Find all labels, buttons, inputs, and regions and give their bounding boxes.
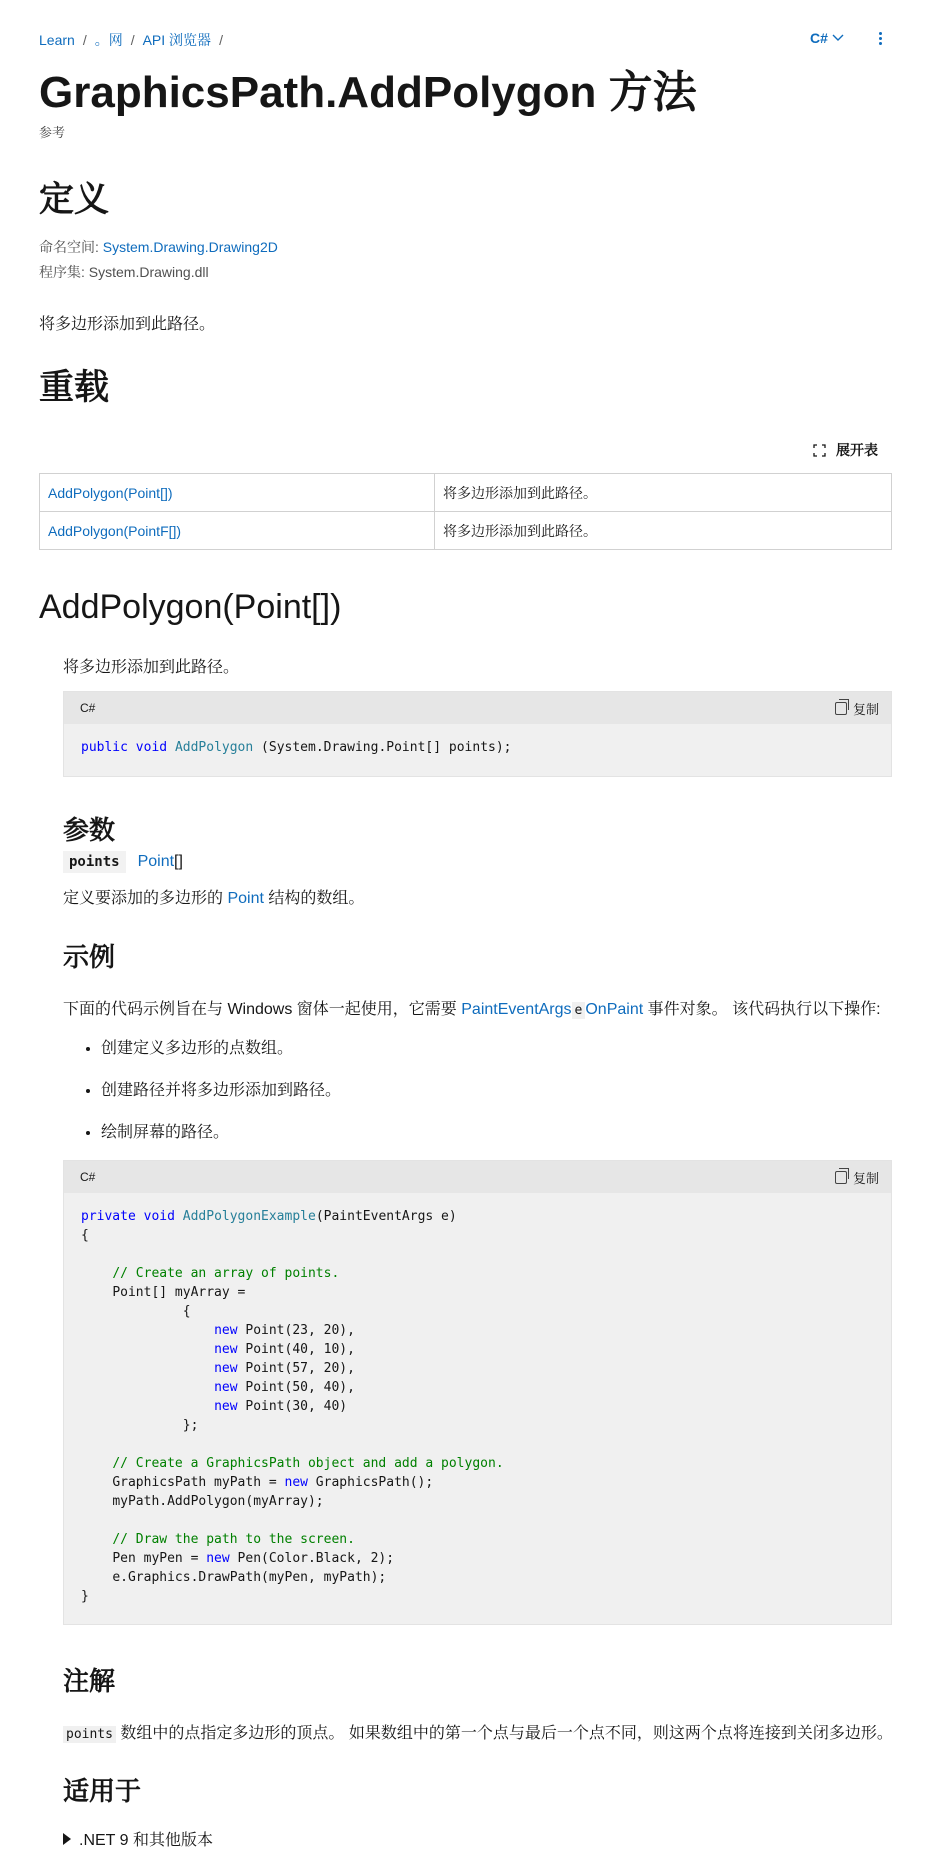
copy-icon [835, 1171, 847, 1184]
breadcrumb-learn[interactable]: Learn [39, 32, 75, 48]
table-row [40, 474, 892, 512]
breadcrumb-net[interactable]: 。网 [94, 32, 123, 48]
parameter-name: points [63, 851, 126, 873]
inline-code: e [572, 1002, 586, 1019]
page-subtitle: 参考 [39, 125, 66, 140]
code-text: Pen myPen = [112, 1551, 207, 1566]
code-keyword: new [206, 1551, 230, 1566]
definition-heading: 定义 [39, 180, 110, 219]
page-title: GraphicsPath.AddPolygon 方法 [39, 68, 697, 117]
table-cell: 将多边形添加到此路径。 [435, 512, 892, 550]
remarks-text [63, 1720, 913, 1743]
table-cell: 将多边形添加到此路径。 [435, 474, 892, 512]
assembly-label: 程序集: [39, 264, 85, 280]
copy-label: 复制 [852, 1170, 879, 1186]
code-keyword: new [214, 1361, 238, 1376]
parameters-heading: 参数 [63, 815, 116, 845]
assembly-row [39, 262, 209, 282]
example-intro [63, 996, 881, 1019]
code-keyword: void [135, 740, 168, 755]
code-language: C# [80, 701, 96, 715]
breadcrumb-api-browser[interactable]: API 浏览器 [142, 32, 212, 48]
namespace-label: 命名空间: [39, 239, 99, 255]
code-header [64, 692, 891, 724]
code-keyword: new [284, 1475, 308, 1490]
overload-link[interactable]: AddPolygon(PointF[]) [48, 522, 182, 539]
breadcrumb [39, 30, 223, 50]
code-keyword: new [214, 1380, 238, 1395]
code-keyword: new [214, 1323, 238, 1338]
example-code [64, 1193, 891, 1620]
expand-table-button[interactable] [813, 440, 878, 460]
code-text: Point(40, 10), [237, 1342, 355, 1357]
code-function: AddPolygon [174, 740, 254, 755]
code-text: myPath.AddPolygon(myArray); [112, 1494, 324, 1509]
parameter-type-link[interactable]: Point [137, 853, 175, 870]
code-keyword: public [81, 740, 128, 755]
code-text: Point[] myArray = [112, 1285, 246, 1300]
text: 下面的代码示例旨在与 Windows 窗体一起使用，它需要 [63, 1001, 462, 1018]
overload-link[interactable]: AddPolygon(Point[]) [48, 484, 173, 501]
example-steps-list [63, 1039, 341, 1165]
parameter-description [63, 885, 364, 908]
overload-summary: 将多边形添加到此路径。 [63, 659, 240, 676]
overloads-table [39, 473, 892, 550]
text: 数组中的点指定多边形的顶点。 如果数组中的第一个点与最后一个点不同，则这两个点将连接到关闭多边形。 [115, 1725, 893, 1742]
parameter-type-suffix: [] [174, 853, 183, 870]
more-options-icon[interactable] [872, 28, 888, 48]
example-heading: 示例 [63, 942, 116, 972]
versions-label: .NET 9 和其他版本 [79, 1832, 213, 1849]
code-text: Point(50, 40), [237, 1380, 355, 1395]
namespace-link[interactable]: System.Drawing.Drawing2D [102, 239, 278, 255]
list-item: • 创建路径并将多边形添加到路径。 [101, 1081, 341, 1123]
versions-disclosure[interactable] [63, 1827, 213, 1850]
namespace-row [39, 237, 278, 257]
code-text: e.Graphics.DrawPath(myPen, myPath); [112, 1570, 387, 1585]
code-language: C# [80, 1170, 96, 1184]
code-text: { [182, 1304, 191, 1319]
code-header [64, 1161, 891, 1193]
code-text: Point(57, 20), [237, 1361, 355, 1376]
assembly-value: System.Drawing.dll [88, 264, 209, 280]
code-text: (PaintEventArgs e) [315, 1209, 457, 1224]
code-keyword: new [214, 1399, 238, 1414]
breadcrumb-separator: / [82, 32, 87, 48]
parameter-row [63, 851, 183, 873]
text: 结构的数组。 [263, 890, 365, 907]
code-text: }; [182, 1418, 199, 1433]
signature-codeblock [63, 691, 892, 777]
code-text: (System.Drawing.Point[] points); [253, 740, 512, 755]
copy-button[interactable] [835, 1168, 879, 1187]
copy-icon [835, 702, 847, 715]
code-function: AddPolygonExample [182, 1209, 316, 1224]
parameter-type [138, 853, 183, 871]
remarks-heading: 注解 [63, 1666, 116, 1696]
overload-section-heading: AddPolygon(Point[]) [39, 588, 342, 626]
copy-label: 复制 [852, 701, 879, 717]
expand-icon [813, 444, 826, 457]
list-item: • 绘制屏幕的路径。 [101, 1123, 341, 1165]
code-comment: // Draw the path to the screen. [112, 1532, 355, 1547]
chevron-down-icon [832, 34, 844, 42]
code-text: Point(23, 20), [237, 1323, 355, 1338]
breadcrumb-separator: / [130, 32, 135, 48]
table-cell [40, 474, 435, 512]
definition-summary: 将多边形添加到此路径。 [39, 316, 216, 333]
onpaint-link[interactable]: OnPaint [585, 1001, 644, 1018]
text: 事件对象。 该代码执行以下操作: [643, 1001, 881, 1018]
list-item: • 创建定义多边形的点数组。 [101, 1039, 341, 1081]
table-row [40, 512, 892, 550]
example-codeblock [63, 1160, 892, 1625]
language-label: C# [810, 30, 828, 46]
code-keyword: new [214, 1342, 238, 1357]
expand-table-label: 展开表 [836, 442, 878, 458]
point-link[interactable]: Point [227, 890, 264, 907]
breadcrumb-separator: / [219, 32, 223, 48]
code-keyword: private [81, 1209, 136, 1224]
code-text: GraphicsPath(); [307, 1475, 434, 1490]
painteventargs-link[interactable]: PaintEventArgs [461, 1001, 572, 1018]
language-picker[interactable] [810, 30, 844, 46]
code-comment: // Create an array of points. [112, 1266, 340, 1281]
table-cell [40, 512, 435, 550]
code-keyword: void [143, 1209, 175, 1224]
code-text: } [81, 1589, 89, 1604]
code-text: { [81, 1228, 89, 1243]
inline-code: points [63, 1726, 116, 1743]
code-text: Point(30, 40) [237, 1399, 348, 1414]
text: 定义要添加的多边形的 [63, 890, 228, 907]
code-text: GraphicsPath myPath = [112, 1475, 285, 1490]
code-text: Pen(Color.Black, 2); [229, 1551, 395, 1566]
overloads-heading: 重载 [39, 368, 110, 407]
applies-to-heading: 适用于 [63, 1776, 142, 1806]
signature-code [64, 724, 891, 771]
copy-button[interactable] [835, 699, 879, 718]
code-comment: // Create a GraphicsPath object and add a polygon. [112, 1456, 504, 1471]
disclosure-triangle-icon [63, 1833, 71, 1845]
